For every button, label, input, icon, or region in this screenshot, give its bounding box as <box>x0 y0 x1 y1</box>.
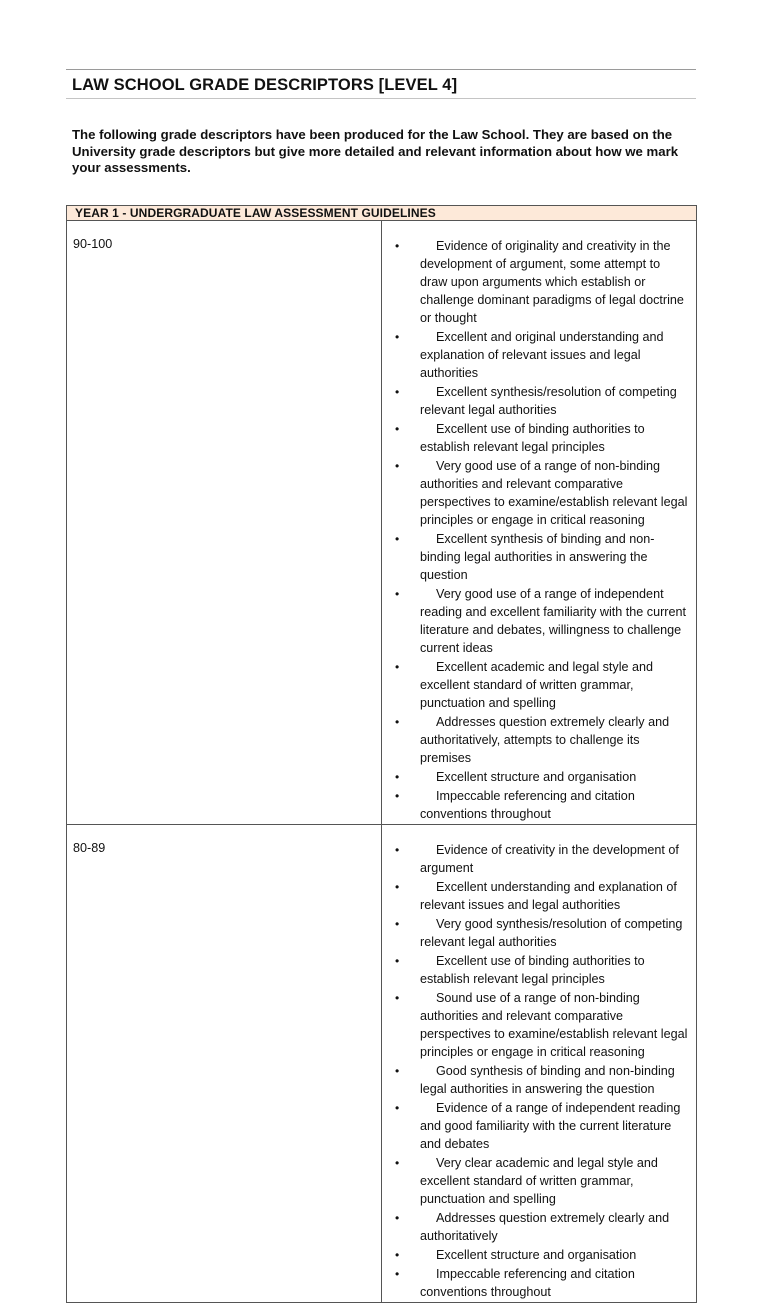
descriptor-item <box>382 1062 690 1098</box>
bullet-icon: • <box>395 587 400 601</box>
bullet-icon: • <box>395 843 400 857</box>
descriptor-item <box>382 457 690 529</box>
descriptor-text: Impeccable referencing and citation conventions throughout <box>420 789 635 821</box>
bullet-icon: • <box>395 715 400 729</box>
descriptor-text: Good synthesis of binding and non-binding legal authorities in answering the question <box>420 1064 675 1096</box>
descriptor-item <box>382 328 690 382</box>
descriptor-text: Excellent use of binding authorities to establish relevant legal principles <box>420 954 645 986</box>
bullet-icon: • <box>395 422 400 436</box>
descriptor-text: Evidence of creativity in the development of argument <box>420 843 679 875</box>
descriptor-item <box>382 878 690 914</box>
descriptor-cell <box>382 221 697 825</box>
descriptor-text: Excellent and original understanding and explanation of relevant issues and legal authorities <box>420 330 664 380</box>
descriptor-text: Excellent academic and legal style and excellent standard of written grammar, punctuation and spelling <box>420 660 654 710</box>
descriptor-item <box>382 1265 690 1301</box>
descriptor-text: Excellent use of binding authorities to establish relevant legal principles <box>420 422 645 454</box>
descriptor-text: Very good synthesis/resolution of competing relevant legal authorities <box>420 917 683 949</box>
bullet-icon: • <box>395 789 400 803</box>
bullet-icon: • <box>395 660 400 674</box>
bullet-icon: • <box>395 459 400 473</box>
descriptor-item <box>382 768 690 786</box>
bullet-icon: • <box>395 385 400 399</box>
table-row <box>67 221 697 825</box>
bullet-icon: • <box>395 880 400 894</box>
descriptor-item <box>382 713 690 767</box>
bullet-icon: • <box>395 954 400 968</box>
title-rule-bottom <box>66 98 696 99</box>
assessment-guidelines-table <box>66 205 697 1303</box>
descriptor-item <box>382 787 690 823</box>
document-title: LAW SCHOOL GRADE DESCRIPTORS [LEVEL 4] <box>72 76 458 94</box>
bullet-icon: • <box>395 1267 400 1281</box>
descriptor-item <box>382 1209 690 1245</box>
descriptor-text: Addresses question extremely clearly and authoritatively, attempts to challenge its premises <box>420 715 670 765</box>
bullet-icon: • <box>395 532 400 546</box>
descriptor-item <box>382 237 690 327</box>
descriptor-list <box>382 841 690 1301</box>
descriptor-item <box>382 915 690 951</box>
bullet-icon: • <box>395 1211 400 1225</box>
descriptor-text: Very good use of a range of independent reading and excellent familiarity with the current literature and debates, willingness to challenge current ideas <box>420 587 686 655</box>
descriptor-item <box>382 1246 690 1264</box>
bullet-icon: • <box>395 330 400 344</box>
descriptor-text: Evidence of originality and creativity in the development of argument, some attempt to draw upon arguments which establish or challenge dominant paradigms of legal doctrine or thought <box>420 239 684 325</box>
descriptor-item <box>382 420 690 456</box>
bullet-icon: • <box>395 1156 400 1170</box>
grade-band: 90-100 <box>67 221 382 825</box>
descriptor-text: Evidence of a range of independent reading and good familiarity with the current literature and debates <box>420 1101 681 1151</box>
bullet-icon: • <box>395 991 400 1005</box>
table-row <box>67 825 697 1303</box>
descriptor-text: Excellent structure and organisation <box>436 1248 637 1262</box>
descriptor-item <box>382 1154 690 1208</box>
descriptor-item <box>382 952 690 988</box>
descriptor-item <box>382 841 690 877</box>
bullet-icon: • <box>395 1064 400 1078</box>
descriptor-item <box>382 530 690 584</box>
descriptor-list <box>382 237 690 823</box>
bullet-icon: • <box>395 1248 400 1262</box>
descriptor-text: Addresses question extremely clearly and authoritatively <box>420 1211 670 1243</box>
bullet-icon: • <box>395 917 400 931</box>
descriptor-text: Excellent synthesis/resolution of competing relevant legal authorities <box>420 385 677 417</box>
descriptor-item <box>382 989 690 1061</box>
descriptor-item <box>382 1099 690 1153</box>
bullet-icon: • <box>395 770 400 784</box>
bullet-icon: • <box>395 239 400 253</box>
descriptor-text: Impeccable referencing and citation conventions throughout <box>420 1267 635 1299</box>
intro-paragraph: The following grade descriptors have been produced for the Law School. They are based on the University grade descriptors but give more detailed and relevant information about how we mark your assessments. <box>72 127 679 175</box>
descriptor-text: Excellent structure and organisation <box>436 770 637 784</box>
descriptor-item <box>382 383 690 419</box>
descriptor-text: Excellent synthesis of binding and non-binding legal authorities in answering the question <box>420 532 655 582</box>
descriptor-text: Very good use of a range of non-binding authorities and relevant comparative perspectives to examine/establish relevant legal principles or engage in critical reasoning <box>420 459 688 527</box>
descriptor-text: Sound use of a range of non-binding authorities and relevant comparative perspectives to examine/establish relevant legal principles or engage in critical reasoning <box>420 991 688 1059</box>
descriptor-cell <box>382 825 697 1303</box>
table-header: YEAR 1 - UNDERGRADUATE LAW ASSESSMENT GUIDELINES <box>67 206 697 221</box>
descriptor-text: Excellent understanding and explanation of relevant issues and legal authorities <box>420 880 677 912</box>
grade-band: 80-89 <box>67 825 382 1303</box>
title-rule-top <box>66 69 696 70</box>
descriptor-item <box>382 585 690 657</box>
bullet-icon: • <box>395 1101 400 1115</box>
descriptor-item <box>382 658 690 712</box>
descriptor-text: Very clear academic and legal style and excellent standard of written grammar, punctuation and spelling <box>420 1156 658 1206</box>
